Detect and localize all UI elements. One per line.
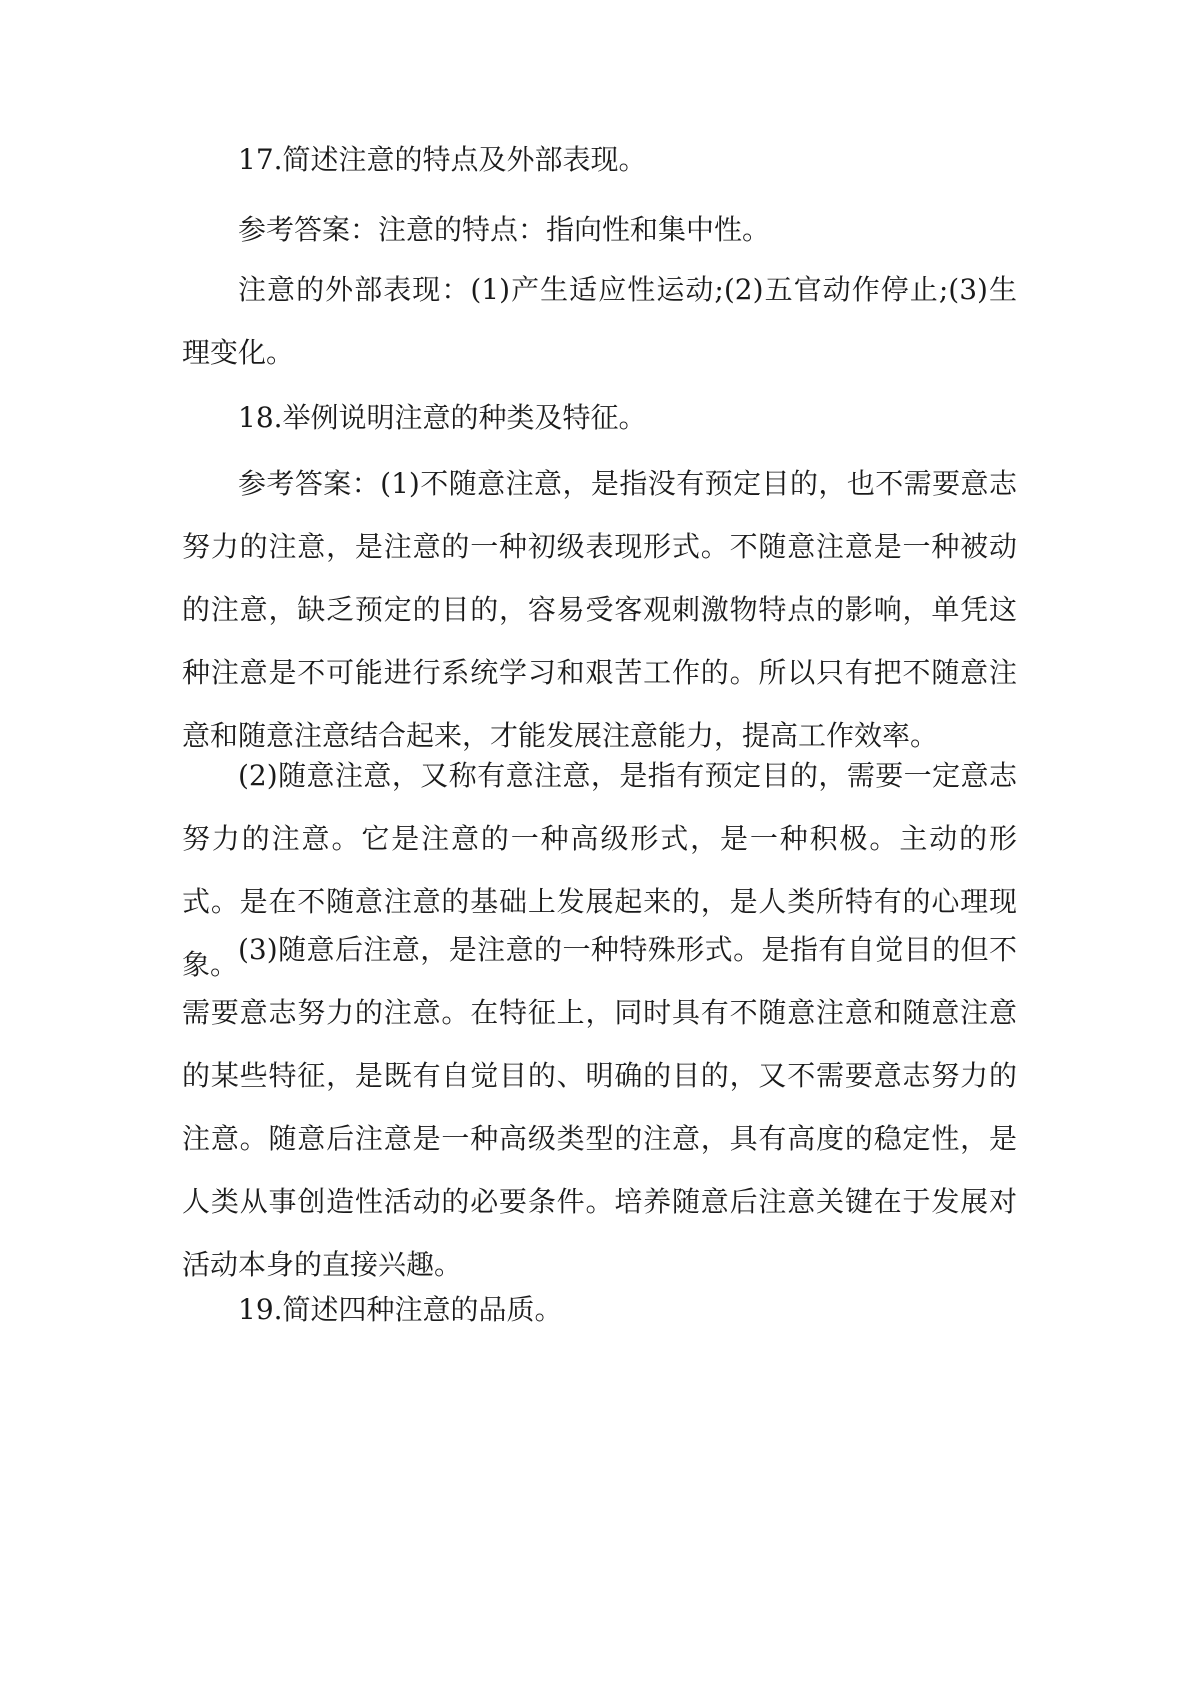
question-19: 19.简述四种注意的品质。 xyxy=(238,1293,563,1326)
question-17: 17.简述注意的特点及外部表现。 xyxy=(238,143,647,176)
answer-17-external-signs: 注意的外部表现：(1)产生适应性运动;(2)五官动作停止;(3)生理变化。 xyxy=(182,273,1017,369)
question-18: 18.举例说明注意的种类及特征。 xyxy=(238,401,647,434)
answer-17-features: 参考答案：注意的特点：指向性和集中性。 xyxy=(238,213,771,246)
answer-18-voluntary: (2)随意注意，又称有意注意，是指有预定目的，需要一定意志努力的注意。它是注意的一种高级形式，是一种积极。主动的形式。是在不随意注意的基础上发展起来的，是人类所特有的心理现象。 xyxy=(182,759,1017,981)
answer-18-post-voluntary: (3)随意后注意，是注意的一种特殊形式。是指有自觉目的但不需要意志努力的注意。在特征上，同时具有不随意注意和随意注意的某些特征，是既有自觉目的、明确的目的，又不需要意志努力的注意。随意后注意是一种高级类型的注意，具有高度的稳定性，是人类从事创造性活动的必要条件。培养随意后注意关键在于发展对活动本身的直接兴趣。 xyxy=(182,933,1017,1281)
answer-18-involuntary: 参考答案：(1)不随意注意，是指没有预定目的，也不需要意志努力的注意，是注意的一种初级表现形式。不随意注意是一种被动的注意，缺乏预定的目的，容易受客观刺激物特点的影响，单凭这种注意是不可能进行系统学习和艰苦工作的。所以只有把不随意注意和随意注意结合起来，才能发展注意能力，提高工作效率。 xyxy=(182,467,1017,752)
